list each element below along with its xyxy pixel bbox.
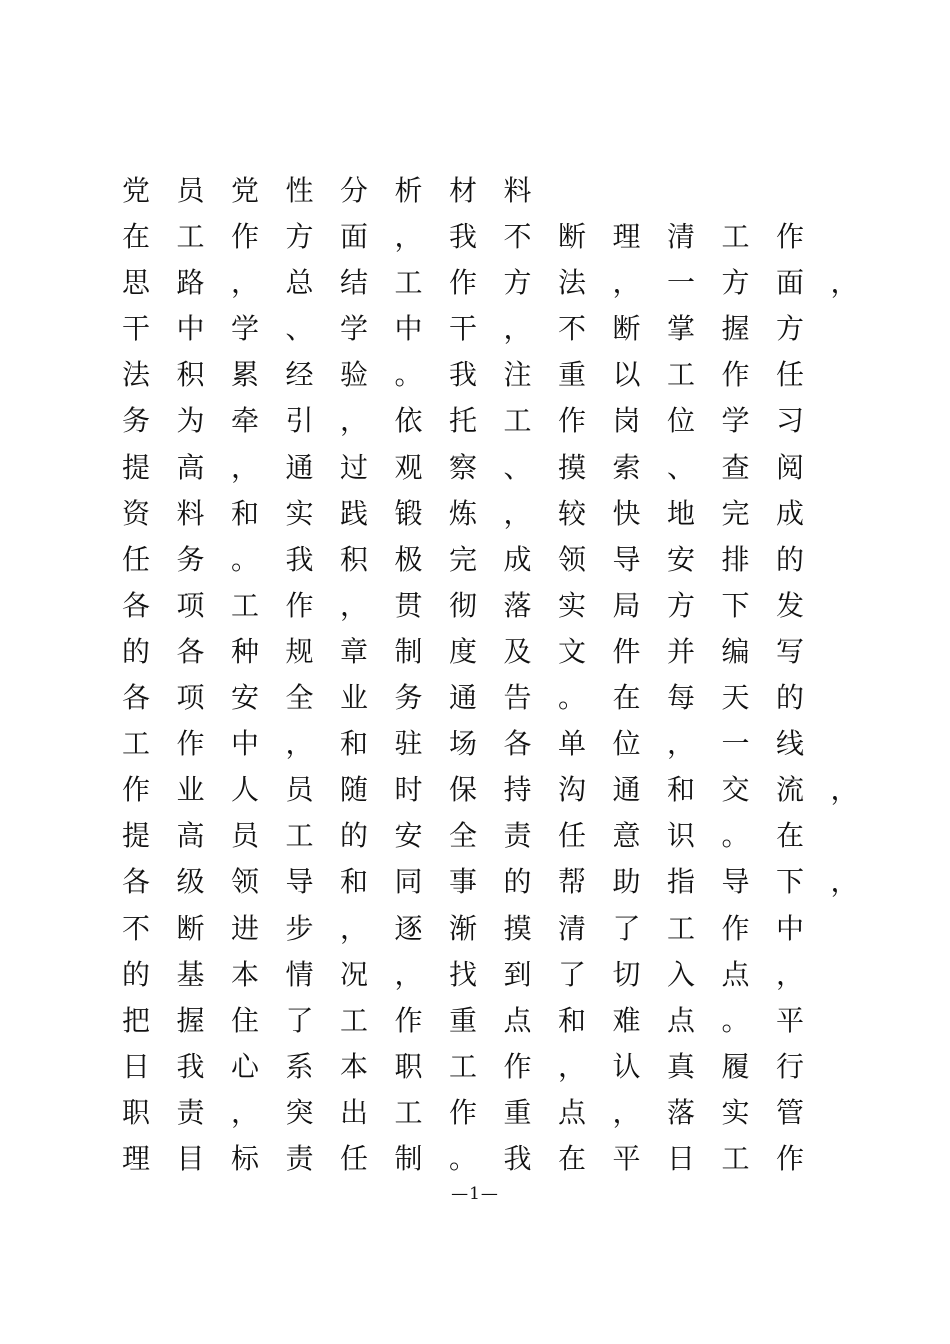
text-line: 各级领导和同事的帮助指导下，: [122, 865, 886, 899]
text-line: 各项安全业务通告。在每天的: [122, 681, 831, 715]
text-line: 思路，总结工作方法，一方面，: [122, 266, 886, 300]
text-line: 各项工作，贯彻落实局方下发: [122, 588, 831, 622]
text-line: 职责，突出工作重点，落实管: [122, 1095, 831, 1129]
text-line: 提高员工的安全责任意识。在: [122, 819, 831, 853]
text-line: 任务。我积极完成领导安排的: [122, 542, 831, 576]
text-line: 干中学、学中干，不断掌握方: [122, 312, 831, 346]
text-line: 提高，通过观察、摸索、查阅: [122, 450, 831, 484]
text-line: 法积累经验。我注重以工作任: [122, 358, 831, 392]
document-title: 党员党性分析材料: [122, 174, 559, 207]
text-line: 资料和实践锻炼，较快地完成: [122, 496, 831, 530]
text-line: 不断进步，逐渐摸清了工作中: [122, 911, 831, 945]
text-line: 工作中，和驻场各单位，一线: [122, 727, 831, 761]
text-line: 理目标责任制。我在平日工作: [122, 1141, 831, 1175]
page-number: —1—: [451, 1184, 499, 1204]
text-line: 把握住了工作重点和难点。平: [122, 1003, 831, 1037]
body-text: [122, 168, 886, 1182]
text-line: 务为牵引，依托工作岗位学习: [122, 404, 831, 438]
text-line: 的基本情况，找到了切入点，: [122, 957, 831, 991]
text-line: 在工作方面，我不断理清工作: [122, 220, 831, 254]
text-line: 的各种规章制度及文件并编写: [122, 634, 831, 668]
text-line: 作业人员随时保持沟通和交流，: [122, 773, 886, 807]
text-line: 日我心系本职工作，认真履行: [122, 1049, 831, 1083]
